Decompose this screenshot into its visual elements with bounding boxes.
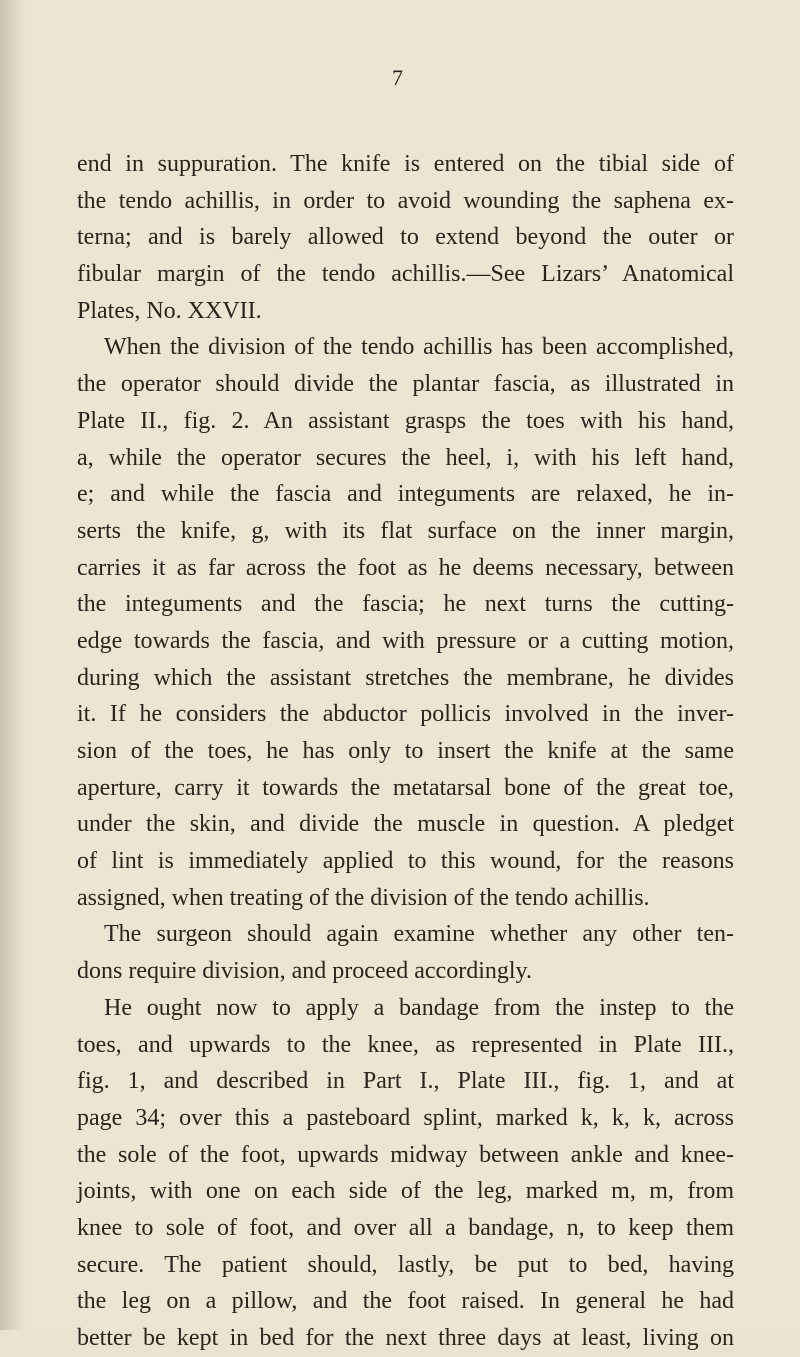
text-line: secure. The patient should, lastly, be put to bed, having: [77, 1251, 734, 1278]
text-line: fig. 1, and described in Part I., Plate III., fig. 1, and at: [77, 1068, 734, 1095]
text-line: the leg on a pillow, and the foot raised. In general he had: [77, 1288, 734, 1315]
text-line: toes, and upwards to the knee, as represented in Plate III.,: [77, 1031, 734, 1058]
text-line: terna; and is barely allowed to extend beyond the outer or: [77, 224, 734, 251]
page-gutter-shadow: [0, 0, 26, 1330]
text-line: it. If he considers the abductor pollicis involved in the inver-: [77, 701, 734, 728]
text-line: better be kept in bed for the next three days at least, living on: [77, 1325, 734, 1351]
text-line: the integuments and the fascia; he next turns the cutting-: [77, 591, 734, 618]
text-line: edge towards the fascia, and with pressure or a cutting motion,: [77, 627, 734, 654]
text-line: under the skin, and divide the muscle in question. A pledget: [77, 811, 734, 838]
text-line: of lint is immediately applied to this wound, for the reasons: [77, 848, 734, 875]
text-line: knee to sole of foot, and over all a bandage, n, to keep them: [77, 1214, 734, 1241]
text-line: Plate II., fig. 2. An assistant grasps the toes with his hand,: [77, 407, 734, 434]
text-line: carries it as far across the foot as he deems necessary, between: [77, 554, 734, 581]
text-line: Plates, No. XXVII.: [77, 297, 262, 324]
text-line: joints, with one on each side of the leg, marked m, m, from: [77, 1178, 734, 1205]
text-line: the tendo achillis, in order to avoid wounding the saphena ex-: [77, 187, 734, 214]
text-line: assigned, when treating of the division of the tendo achillis.: [77, 884, 650, 911]
text-line: the operator should divide the plantar fascia, as illustrated in: [77, 371, 734, 398]
text-line: He ought now to apply a bandage from the instep to the: [104, 994, 734, 1021]
body-text: [77, 146, 734, 1357]
text-line: aperture, carry it towards the metatarsal bone of the great toe,: [77, 774, 734, 801]
text-line: The surgeon should again examine whether any other ten-: [104, 921, 734, 948]
text-line: during which the assistant stretches the membrane, he divides: [77, 664, 734, 691]
text-line: e; and while the fascia and integuments are relaxed, he in-: [77, 481, 734, 508]
text-line: page 34; over this a pasteboard splint, marked k, k, k, across: [77, 1104, 734, 1131]
text-line: the sole of the foot, upwards midway between ankle and knee-: [77, 1141, 734, 1168]
text-line: end in suppuration. The knife is entered on the tibial side of: [77, 151, 734, 177]
text-line: dons require division, and proceed accordingly.: [77, 958, 532, 985]
text-line: sion of the toes, he has only to insert the knife at the same: [77, 738, 734, 764]
text-line: fibular margin of the tendo achillis.—See Lizars’ Anatomical: [77, 261, 734, 288]
page-number: 7: [392, 65, 403, 90]
text-line: When the division of the tendo achillis has been accomplished,: [104, 334, 734, 361]
text-line: a, while the operator secures the heel, i, with his left hand,: [77, 444, 734, 471]
text-line: serts the knife, g, with its flat surface on the inner margin,: [77, 517, 734, 544]
